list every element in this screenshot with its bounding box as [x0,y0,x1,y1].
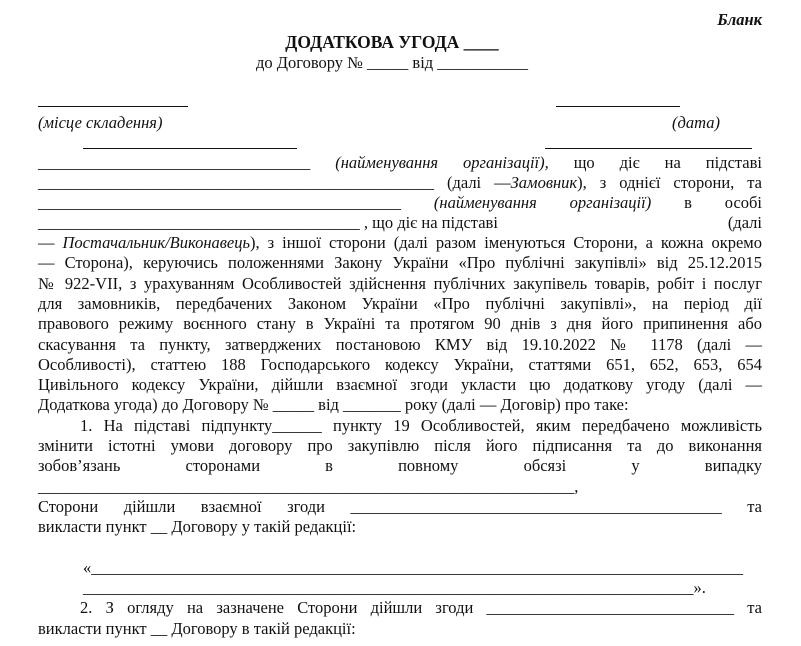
body-line: для замовників, передбачених Законом України «Про публічні закупівлі», на період дії [38,294,762,313]
blank-text[interactable]: _______________________________________ [38,213,360,232]
blank-text[interactable]: ____________________________________________ [38,193,401,212]
party-line-2 [38,173,762,193]
organization-field[interactable] [83,148,297,149]
clause-1-line: викласти пункт __ Договору у такій редакції: [38,517,357,536]
place-caption: (місце складення) [38,113,163,132]
party-line-4 [38,213,762,233]
clause-1-line: змінити істотні умови договору про закупівлю після його підписання та до виконання [38,436,762,455]
text: (далі — [446,173,511,192]
supplier-term: Постачальник/Виконавець [62,233,251,252]
party-line-5 [38,233,762,253]
clause-1-line: Сторони дійшли взаємної згоди _____________________________________________ та [38,497,762,516]
customer-term: Замовник [510,173,578,192]
body-line: скасування та пункту, затверджених постановою КМУ від 19.10.2022 № 1178 (далі — [38,335,762,354]
blank-text[interactable]: ________________________________________________ [38,173,434,192]
text: ), з іншої сторони (далі разом іменуються Сторони, а кожна окремо [250,233,762,252]
date-caption: (дата) [672,113,720,132]
organization-field-2[interactable] [545,148,752,149]
clause-2-line: 2. З огляду на зазначене Сторони дійшли згоди ______________________________ та [80,598,762,617]
clause-2-line: викласти пункт __ Договору в такій редакції: [38,619,356,638]
italic-text: (найменування організації) [433,193,652,212]
body-line: правового режиму воєнного стану в Україні та протягом 90 днів з дня його припинення або [38,314,762,333]
new-wording-field[interactable]: «_______________________________________________________________________________ [83,558,743,577]
party-line-1 [38,153,762,173]
body-line: — Сторона), керуючись положеннями Закону України «Про публічні закупівлі» від 25.12.2015 [38,253,762,272]
text: ), з однієї сторони, та [577,173,762,192]
text: (далі [727,213,762,232]
blank-text[interactable]: _________________________________ [38,153,311,172]
new-wording-field-end[interactable]: __________________________________________________________________________». [83,578,706,597]
italic-text: (найменування організації), [335,153,549,172]
place-field[interactable] [38,106,188,107]
clause-1-line: зобов’язань сторонами в повному обсязі у випадку [38,456,762,475]
text: — [38,233,63,252]
text: що діє на підставі [573,153,763,172]
case-field[interactable]: _________________________________________________________________, [38,477,579,496]
clause-1-line: 1. На підставі підпункту______ пункту 19 Особливостей, яким передбачено можливість [80,416,762,435]
party-line-3 [38,193,762,213]
document-title: ДОДАТКОВА УГОДА ____ [285,32,499,52]
body-line: Цивільного кодексу України, дійшли взаємної згоди укласти цю додаткову угоду (далі — [38,375,762,394]
text: в особі [684,193,762,212]
document-subtitle: до Договору № _____ від ___________ [255,53,529,72]
body-line: № 922-VII, з урахуванням Особливостей здійснення публічних закупівель товарів, робіт і послуг [38,274,762,293]
body-line: Додаткова угода) до Договору № _____ від _______ року (далі — Договір) про таке: [38,395,629,414]
text: , що діє на підставі [363,213,498,232]
date-field[interactable] [556,106,680,107]
body-line: Особливості), статтею 188 Господарського кодексу України, статтями 651, 652, 653, 654 [38,355,762,374]
blank-label: Бланк [717,10,762,29]
